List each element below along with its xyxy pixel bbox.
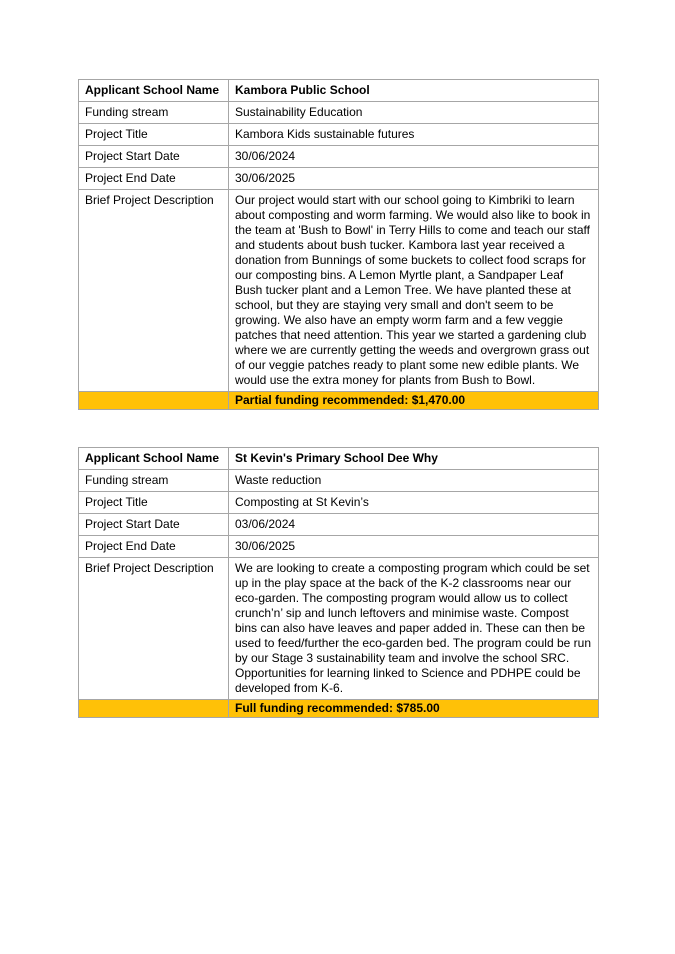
row-brief-project-description: [79, 190, 599, 392]
field-label: Brief Project Description: [79, 558, 229, 700]
field-label: Brief Project Description: [79, 190, 229, 392]
field-label: Project Start Date: [79, 146, 229, 168]
row-project-end-date: [79, 536, 599, 558]
field-value: Our project would start with our school going to Kimbriki to learn about composting and worm farming. We would also like to book in the team at 'Bush to Bowl' in Terry Hills to come and teach our staff and students about bush tucker. Kambora last year received a donation from Bunnings of some buckets to collect food scraps for our composting bins. A Lemon Myrtle plant, a Sandpaper Leaf Bush tucker plant and a Lemon Tree. We have planted these at school, but they are staying very small and don't seem to be growing. We also have an empty worm farm and a few veggie patches that need attention. This year we started a gardening club where we are currently getting the weeds and overgrown grass out of our veggie patches ready to plant some new edible plants. We would use the extra money for plants from Bush to Bowl.: [229, 190, 599, 392]
field-label: Applicant School Name: [79, 80, 229, 102]
application-table-kambora: [78, 79, 599, 410]
row-applicant-school-name: [79, 448, 599, 470]
row-project-start-date: [79, 514, 599, 536]
row-project-end-date: [79, 168, 599, 190]
application-table-st-kevins: [78, 447, 599, 718]
field-value: 30/06/2024: [229, 146, 599, 168]
row-brief-project-description: [79, 558, 599, 700]
row-applicant-school-name: [79, 80, 599, 102]
field-label: Funding stream: [79, 102, 229, 124]
field-label: Project Title: [79, 492, 229, 514]
funding-recommendation-row: [79, 700, 599, 718]
field-label: Applicant School Name: [79, 448, 229, 470]
field-label: Project Start Date: [79, 514, 229, 536]
field-value: 30/06/2025: [229, 168, 599, 190]
row-funding-stream: [79, 470, 599, 492]
funding-recommendation-row: [79, 392, 599, 410]
row-project-title: [79, 124, 599, 146]
funding-recommendation: Partial funding recommended: $1,470.00: [229, 392, 599, 410]
field-value: Composting at St Kevin’s: [229, 492, 599, 514]
field-label: Project End Date: [79, 168, 229, 190]
row-project-start-date: [79, 146, 599, 168]
field-value: Kambora Public School: [229, 80, 599, 102]
field-value: Sustainability Education: [229, 102, 599, 124]
field-value: We are looking to create a composting program which could be set up in the play space at the back of the K-2 classrooms near our eco-garden. The composting program would allow us to collect crunch’n’ sip and lunch leftovers and minimise waste. Compost bins can also have leaves and paper added in. These can then be used to feed/further the eco-garden bed. The program could be run by our Stage 3 sustainability team and involve the school SRC. Opportunities for learning linked to Science and PDHPE could be developed from K-6.: [229, 558, 599, 700]
funding-spacer-cell: [79, 392, 229, 410]
field-label: Project Title: [79, 124, 229, 146]
row-project-title: [79, 492, 599, 514]
field-value: 03/06/2024: [229, 514, 599, 536]
field-value: Kambora Kids sustainable futures: [229, 124, 599, 146]
field-value: 30/06/2025: [229, 536, 599, 558]
field-value: Waste reduction: [229, 470, 599, 492]
field-value: St Kevin's Primary School Dee Why: [229, 448, 599, 470]
field-label: Project End Date: [79, 536, 229, 558]
row-funding-stream: [79, 102, 599, 124]
field-label: Funding stream: [79, 470, 229, 492]
funding-recommendation: Full funding recommended: $785.00: [229, 700, 599, 718]
funding-spacer-cell: [79, 700, 229, 718]
